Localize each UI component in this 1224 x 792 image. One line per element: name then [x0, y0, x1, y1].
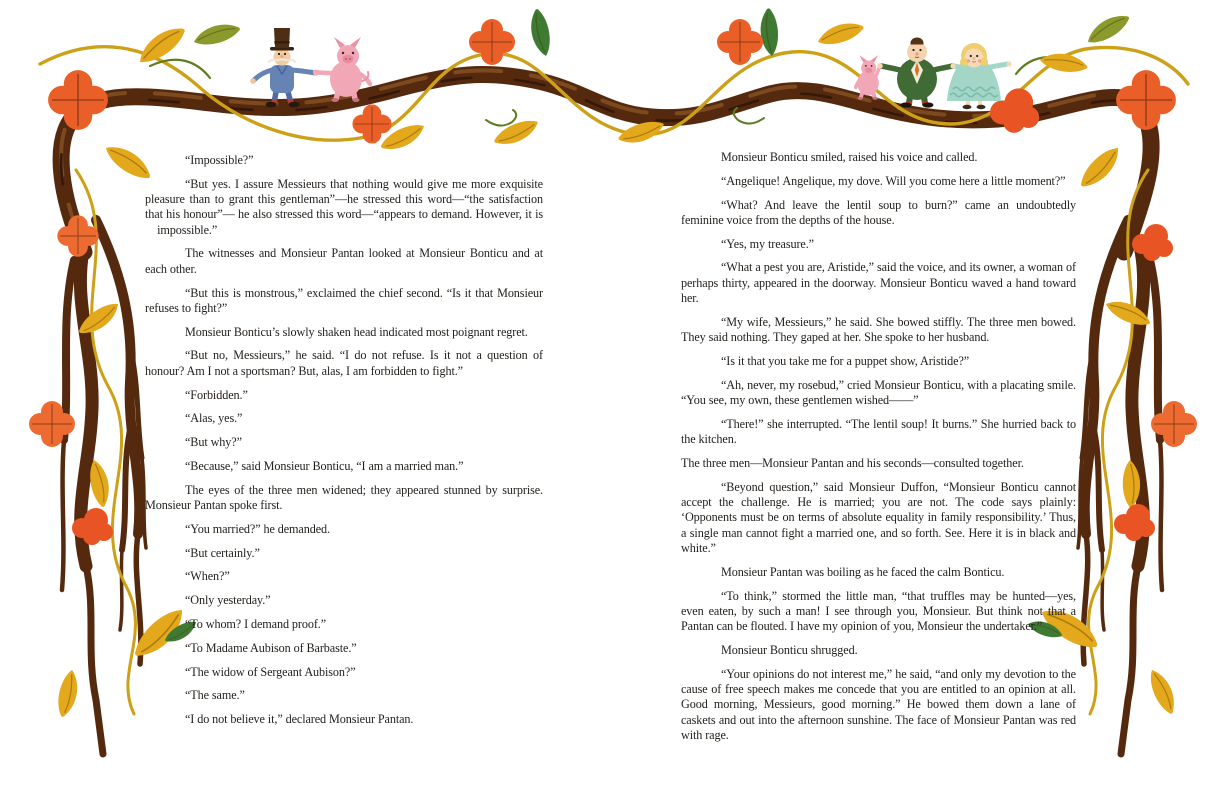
- paragraph: “To whom? I demand proof.”: [185, 617, 327, 632]
- paragraph: “But yes. I assure Messieurs that nothing would give me more exquisite pleasure than to grant this gentleman”—he stressed this word—“the satisfaction that his honour”— he also stressed this word—“appears to demand. However, it is impossible.”: [145, 176, 543, 237]
- left-page-text-column: [145, 153, 543, 736]
- paragraph: Monsieur Bonticu shrugged.: [721, 642, 858, 657]
- paragraph: “I do not believe it,” declared Monsieur Pantan.: [185, 712, 414, 727]
- paragraph: “Alas, yes.”: [185, 411, 243, 426]
- man-in-top-hat: [250, 28, 319, 107]
- paragraph: “But certainly.”: [185, 545, 260, 560]
- branch-right-border: [1078, 220, 1162, 754]
- paragraph: “My wife, Messieurs,” he said. She bowed stiffly. The three men bowed. They said nothing. They gaped at her. She spoke to her husband.: [681, 314, 1076, 345]
- paragraph: “You married?” he demanded.: [185, 521, 330, 536]
- paragraph: “What a pest you are, Aristide,” said the voice, and its owner, a woman of perhaps thirty, appeared in the doorway. Monsieur Bonticu waved a hand toward her.: [681, 260, 1076, 306]
- small-pink-pig: [856, 55, 880, 100]
- paragraph: “Forbidden.”: [185, 387, 248, 402]
- paragraph: “Yes, my treasure.”: [721, 236, 814, 251]
- paragraph: “When?”: [185, 569, 230, 584]
- paragraph: “To Madame Aubison of Barbaste.”: [185, 640, 357, 655]
- paragraph: The three men—Monsieur Pantan and his seconds—consulted together.: [681, 455, 1024, 470]
- paragraph: “But why?”: [185, 435, 242, 450]
- paragraph: Monsieur Bonticu smiled, raised his voice and called.: [721, 150, 978, 164]
- paragraph: “To think,” stormed the little man, “that truffles may be hunted—yes, even eaten, by such a man! I see through you, Monsieur. But think not that a Pantan can be flouted. I have my opinion of you, Monsieur the undertaker.”: [681, 588, 1076, 634]
- right-page-text-column: [681, 150, 1076, 752]
- paragraph: Monsieur Pantan was boiling as he faced the calm Bonticu.: [721, 564, 1005, 579]
- paragraph: The eyes of the three men widened; they appeared stunned by surprise. Monsieur Pantan spoke first.: [145, 482, 543, 513]
- paragraph: “There!” she interrupted. “The lentil soup! It burns.” She hurried back to the kitchen.: [681, 416, 1076, 447]
- paragraph: “Your opinions do not interest me,” he said, “and only my devotion to the cause of free speech makes me concede that you are entitled to an opinion at all. Good morning, Messieurs, good morning.” He bowed them down a lane of caskets and out into the afternoon sunshine. The face of Monsieur Pantan was red with rage.: [681, 666, 1076, 742]
- paragraph: “But no, Messieurs,” he said. “I do not refuse. Is it not a question of honour? Am I not a sportsman? But, alas, I am forbidden to fight.”: [145, 348, 543, 378]
- woman-in-teal-dress: [947, 43, 1012, 109]
- paragraph: “What? And leave the lentil soup to burn?” came an undoubtedly feminine voice from the depths of the house.: [681, 197, 1076, 227]
- paragraph: “Ah, never, my rosebud,” cried Monsieur Bonticu, with a placating smile. “You see, my own, these gentlemen wished——”: [681, 377, 1076, 408]
- paragraph: “Because,” said Monsieur Bonticu, “I am a married man.”: [185, 458, 464, 473]
- paragraph: “The same.”: [185, 688, 245, 703]
- paragraph: “Beyond question,” said Monsieur Duffon, “Monsieur Bonticu cannot accept the challenge. He is married; you are not. The code says plainly: ‘Opponents must be on terms of absolute equality in family responsibility.’ Thus, a single man cannot fight a married one, and so forth. See. Here it is in black and white.”: [681, 479, 1076, 555]
- paragraph: “Is it that you take me for a puppet show, Aristide?”: [721, 353, 970, 368]
- paragraph: Monsieur Bonticu’s slowly shaken head indicated most poignant regret.: [185, 324, 528, 339]
- paragraph: “Angelique! Angelique, my dove. Will you come here a little moment?”: [721, 173, 1066, 188]
- paragraph: The witnesses and Monsieur Pantan looked at Monsieur Bonticu and at each other.: [145, 246, 543, 276]
- paragraph: “Impossible?”: [185, 153, 254, 167]
- paragraph: “Only yesterday.”: [185, 593, 271, 608]
- paragraph: “The widow of Sergeant Aubison?”: [185, 664, 356, 679]
- man-in-green-suit: [877, 38, 957, 108]
- paragraph: “But this is monstrous,” exclaimed the chief second. “Is it that Monsieur refuses to fight?”: [145, 285, 543, 315]
